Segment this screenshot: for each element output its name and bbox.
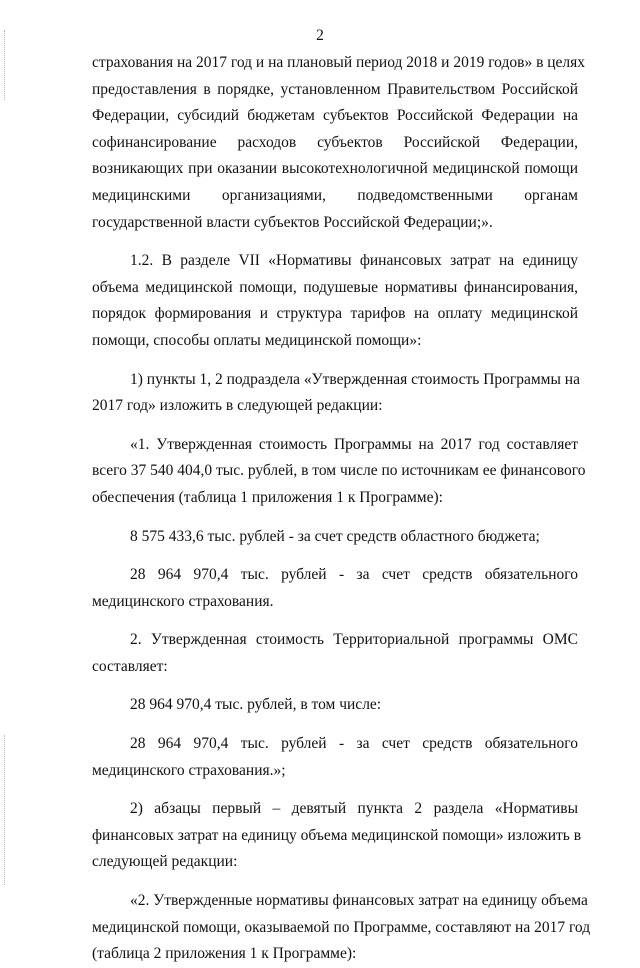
text-line: медицинского страхования. xyxy=(92,592,274,610)
text-line: 2017 год» изложить в следующей редакции: xyxy=(92,397,383,415)
text-line: 1) пункты 1, 2 подраздела «Утвержденная стоимость Программы на xyxy=(130,370,580,388)
body-text xyxy=(92,50,591,968)
text-line: 28 964 970,4 тыс. рублей - за счет средств обязательного xyxy=(130,566,578,584)
text-line: составляет: xyxy=(92,657,168,675)
text-line: возникающих при оказании высокотехнологичной медицинской помощи xyxy=(92,160,578,178)
text-line: Федерации, субсидий бюджетам субъектов Российской Федерации на xyxy=(92,107,578,125)
text-line: 28 964 970,4 тыс. рублей, в том числе: xyxy=(130,696,382,714)
text-line: 2. Утвержденная стоимость Территориальной программы ОМС xyxy=(130,631,578,649)
text-line: «2. Утвержденные нормативы финансовых затрат на единицу объема xyxy=(130,892,588,910)
text-line: страхования на 2017 год и на плановый период 2018 и 2019 годов» в целях xyxy=(92,54,586,71)
text-line: 8 575 433,6 тыс. рублей - за счет средств областного бюджета; xyxy=(130,527,540,545)
text-line: следующей редакции: xyxy=(92,853,238,871)
text-line: (таблица 2 приложения 1 к Программе): xyxy=(92,945,357,963)
text-line: 1.2. В разделе VII «Нормативы финансовых затрат на единицу xyxy=(130,252,578,270)
text-line: «1. Утвержденная стоимость Программы на 2017 год составляет xyxy=(130,435,578,453)
text-line: предоставления в порядке, установленном Правительством Российской xyxy=(92,80,578,98)
margin-binding-mark xyxy=(4,735,6,885)
text-line: 28 964 970,4 тыс. рублей - за счет средств обязательного xyxy=(130,735,578,753)
text-line: финансовых затрат на единицу объема медицинской помощи» изложить в xyxy=(92,826,582,844)
text-line: порядок формирования и структура тарифов на оплату медицинской xyxy=(92,305,578,323)
text-line: обеспечения (таблица 1 приложения 1 к Программе): xyxy=(92,488,443,506)
text-line: всего 37 540 404,0 тыс. рублей, в том числе по источникам ее финансового xyxy=(92,462,586,480)
text-line: государственной власти субъектов Российской Федерации;». xyxy=(92,213,493,231)
text-line: помощи, способы оплаты медицинской помощи»: xyxy=(92,331,422,349)
text-line: медицинского страхования.»; xyxy=(92,761,286,779)
text-line: медицинской помощи, оказываемой по Программе, составляют на 2017 год xyxy=(92,918,591,936)
text-line: 2) абзацы первый – девятый пункта 2 раздела «Нормативы xyxy=(130,800,578,818)
text-line: медицинскими организациями, подведомственными органам xyxy=(92,186,578,204)
text-line: софинансирование расходов субъектов Российской Федерации, xyxy=(92,133,578,151)
page-number: 2 xyxy=(316,27,324,44)
text-line: объема медицинской помощи, подушевые нормативы финансирования, xyxy=(92,278,578,296)
